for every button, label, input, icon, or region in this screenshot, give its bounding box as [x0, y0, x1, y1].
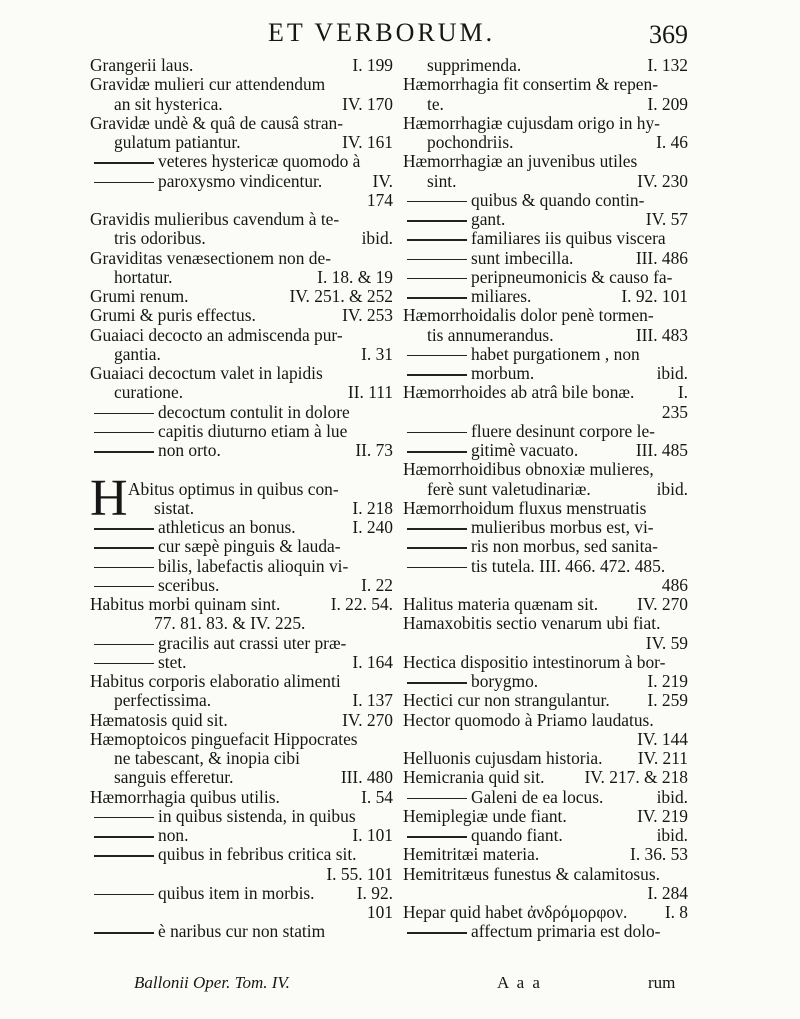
- entry-reference: II. 73: [355, 440, 393, 460]
- entry-reference: I. 164: [352, 651, 393, 672]
- entry-reference: I. 22. 54.: [330, 594, 393, 614]
- entry-text: morbum.: [471, 363, 535, 383]
- index-line: [403, 749, 688, 768]
- index-line: [403, 326, 688, 345]
- entry-reference: ibid.: [656, 786, 688, 807]
- index-line: [403, 614, 688, 633]
- entry-reference: 174: [366, 189, 393, 210]
- entry-text: Hemitritæi materia.: [403, 844, 540, 865]
- index-line: [90, 768, 393, 787]
- index-line: [403, 518, 688, 537]
- entry-text: borygmo.: [471, 671, 539, 691]
- entry-reference: I. 54: [361, 786, 393, 807]
- entry-reference: IV. 230: [637, 170, 688, 191]
- entry-text: athleticus an bonus.: [158, 517, 296, 537]
- entry-text: fluere desinunt corpore le-: [471, 420, 655, 441]
- index-line: [403, 172, 688, 191]
- index-line: [403, 441, 688, 460]
- index-line: [403, 306, 688, 325]
- index-line: [90, 191, 393, 210]
- index-line: [90, 56, 393, 75]
- entry-text: stet.: [158, 651, 187, 672]
- index-line: [90, 730, 393, 749]
- index-line: [90, 364, 393, 383]
- index-line: [90, 537, 393, 556]
- index-line: [403, 557, 688, 576]
- entry-text: Hemitritæus funestus & calamitosus.: [403, 863, 660, 884]
- entry-text: bilis, labefactis alioquin vi-: [158, 555, 349, 576]
- index-line: [403, 75, 688, 94]
- entry-reference: I. 218: [352, 497, 393, 518]
- entry-text: Hepar quid habet ἀνδρόμορφον.: [403, 902, 628, 922]
- entry-text: sint.: [427, 170, 457, 191]
- index-line: [403, 730, 688, 749]
- index-line: [90, 287, 393, 306]
- index-line: [90, 672, 393, 691]
- entry-text: gantia.: [114, 343, 161, 364]
- entry-reference: I. 92.: [356, 882, 393, 903]
- entry-text: sceribus.: [158, 574, 220, 595]
- index-line: [403, 249, 688, 268]
- index-line: [403, 56, 688, 75]
- index-line: [403, 922, 688, 941]
- entry-text: ferè sunt valetudinariæ.: [427, 478, 591, 499]
- running-title: ET VERBORUM.: [268, 18, 496, 47]
- entry-reference: I. 92. 101: [621, 286, 688, 306]
- index-line: [90, 788, 393, 807]
- index-line: [403, 865, 688, 884]
- index-line: [90, 922, 393, 941]
- entry-text: Hæmorrhagia fit consertim & repen-: [403, 74, 658, 95]
- entry-text: Hæmorrhoidibus obnoxiæ mulieres,: [403, 459, 654, 480]
- entry-reference: I. 22: [361, 574, 393, 595]
- entry-text: Galeni de ea locus.: [471, 786, 604, 807]
- entry-text: veteres hystericæ quomodo à: [158, 151, 361, 172]
- index-line: [90, 691, 393, 710]
- index-line: [90, 229, 393, 248]
- entry-text: Hæmatosis quid sit.: [90, 709, 228, 730]
- index-line: [90, 711, 393, 730]
- index-line: [90, 903, 393, 922]
- index-line: [403, 460, 688, 479]
- entry-text: perfectissima.: [114, 690, 212, 711]
- entry-text: Habitus corporis elaboratio alimenti: [90, 671, 341, 691]
- drop-cap: H: [90, 469, 128, 527]
- entry-reference: I. 36. 53: [630, 844, 688, 865]
- entry-reference: IV. 219: [637, 805, 688, 826]
- entry-reference: I. 199: [352, 55, 393, 75]
- index-line: [403, 691, 688, 710]
- entry-text: Grumi & puris effectus.: [90, 305, 256, 326]
- index-line: [403, 845, 688, 864]
- entry-text: sanguis efferetur.: [114, 767, 234, 788]
- entry-text: Hæmorrhoidum fluxus menstruatis: [403, 497, 647, 518]
- entry-text: Hæmorrhoidalis dolor penè tormen-: [403, 305, 654, 326]
- entry-reference: IV. 211: [637, 748, 688, 768]
- entry-reference: I. 8: [664, 902, 688, 922]
- index-line: [403, 903, 688, 922]
- index-line: [403, 807, 688, 826]
- entry-text: cur sæpè pinguis & lauda-: [158, 536, 341, 557]
- index-line: [90, 326, 393, 345]
- entry-text: quibus & quando contin-: [471, 189, 645, 210]
- entry-reference: IV. 217. & 218: [584, 767, 688, 788]
- entry-text: Hæmorrhoides ab atrâ bile bonæ.: [403, 382, 635, 403]
- index-line: [90, 383, 393, 402]
- entry-text: Halitus materia quænam sit.: [403, 594, 599, 614]
- entry-text: quando fiant.: [471, 825, 563, 845]
- entry-reference: IV. 253: [342, 305, 393, 326]
- entry-text: Guaiaci decocto an admiscenda pur-: [90, 324, 343, 345]
- entry-text: non orto.: [158, 440, 221, 460]
- entry-text: hortatur.: [114, 266, 173, 287]
- entry-reference: II. 111: [347, 382, 393, 403]
- catchword: rum: [648, 973, 676, 992]
- entry-text: Gravidæ undè & quâ de causâ stran-: [90, 112, 344, 133]
- entry-text: Habitus morbi quinam sint.: [90, 594, 281, 614]
- entry-text: Hæmorrhagiæ an juvenibus utiles: [403, 151, 638, 172]
- index-line: [90, 75, 393, 94]
- entry-text: capitis diuturno etiam à lue: [158, 420, 348, 441]
- entry-text: mulieribus morbus est, vi-: [471, 517, 654, 537]
- entry-reference: IV. 251. & 252: [289, 286, 393, 306]
- index-line: [403, 152, 688, 171]
- entry-text: non.: [158, 825, 189, 845]
- entry-text: miliares.: [471, 286, 532, 306]
- entry-text: ne tabescant, & inopia cibi: [114, 748, 300, 768]
- index-line: [90, 865, 393, 884]
- index-line: [90, 422, 393, 441]
- entry-text: Grangerii laus.: [90, 55, 194, 75]
- entry-text: Hemicrania quid sit.: [403, 767, 545, 788]
- index-line: [403, 287, 688, 306]
- entry-text: in quibus sistenda, in quibus: [158, 805, 356, 826]
- entry-text: gitimè vacuato.: [471, 440, 579, 460]
- entry-text: supprimenda.: [427, 55, 522, 75]
- entry-reference: IV. 170: [342, 93, 393, 114]
- index-line: [90, 306, 393, 325]
- index-line: [403, 884, 688, 903]
- index-line: [90, 807, 393, 826]
- left-column: [90, 56, 393, 942]
- entry-reference: ibid.: [656, 363, 688, 383]
- index-line: [403, 595, 688, 614]
- entry-text: sistat.: [154, 497, 195, 518]
- entry-reference: I. 18. & 19: [317, 266, 393, 287]
- index-line: [403, 191, 688, 210]
- entry-reference: I. 101: [352, 825, 393, 845]
- entry-reference: ibid.: [656, 478, 688, 499]
- entry-text: 77. 81. 83. & IV. 225.: [154, 613, 306, 634]
- entry-reference: I. 132: [647, 55, 688, 75]
- entry-reference: I. 31: [361, 343, 393, 364]
- index-line: [90, 345, 393, 364]
- entry-text: Guaiaci decoctum valet in lapidis: [90, 363, 323, 383]
- entry-reference: IV. 270: [637, 594, 688, 614]
- index-line: [90, 268, 393, 287]
- index-line: [403, 653, 688, 672]
- entry-reference: ibid.: [361, 228, 393, 249]
- entry-text: Graviditas venæsectionem non de-: [90, 247, 331, 268]
- index-line: [403, 768, 688, 787]
- entry-text: Hæmoptoicos pinguefacit Hippocrates: [90, 728, 358, 749]
- index-line: [90, 172, 393, 191]
- index-line: [90, 634, 393, 653]
- index-line: [403, 210, 688, 229]
- entry-text: affectum primaria est dolo-: [471, 921, 661, 942]
- index-line: [403, 364, 688, 383]
- index-line: [90, 653, 393, 672]
- entry-reference: I. 259: [647, 690, 688, 711]
- entry-text: è naribus cur non statim: [158, 921, 326, 942]
- entry-reference: 235: [661, 401, 688, 422]
- index-line: [90, 210, 393, 229]
- index-line: [90, 595, 393, 614]
- entry-text: Hectici cur non strangulantur.: [403, 690, 610, 711]
- entry-text: quibus in febribus critica sit.: [158, 844, 357, 865]
- index-line: [403, 634, 688, 653]
- entry-text: tis annumerandus.: [427, 324, 554, 345]
- index-line: [90, 826, 393, 845]
- entry-text: decoctum contulit in dolore: [158, 401, 350, 422]
- index-line: [403, 537, 688, 556]
- entry-text: gracilis aut crassi uter præ-: [158, 632, 347, 653]
- entry-text: Hector quomodo à Priamo laudatus.: [403, 709, 654, 730]
- running-header: [0, 14, 800, 54]
- entry-reference: I. 137: [352, 690, 393, 711]
- index-line: [403, 499, 688, 518]
- index-line: [403, 422, 688, 441]
- entry-reference: I. 46: [656, 132, 688, 152]
- entry-text: Gravidis mulieribus cavendum à te-: [90, 209, 340, 229]
- index-line: [90, 460, 393, 479]
- entry-reference: I. 55. 101: [326, 863, 393, 884]
- entry-text: sunt imbecilla.: [471, 247, 574, 268]
- index-line: [90, 845, 393, 864]
- index-line: [403, 672, 688, 691]
- index-line: [90, 499, 393, 518]
- index-line: [403, 229, 688, 248]
- entry-reference: I. 209: [647, 93, 688, 114]
- entry-text: Hæmorrhagia quibus utilis.: [90, 786, 280, 807]
- index-line: [403, 403, 688, 422]
- entry-text: te.: [427, 93, 444, 114]
- entry-text: familiares iis quibus viscera: [471, 228, 666, 249]
- index-line: [90, 95, 393, 114]
- entry-text: gant.: [471, 209, 506, 229]
- entry-text: quibus item in morbis.: [158, 882, 315, 903]
- entry-text: curatione.: [114, 382, 184, 403]
- entry-text: Hæmorrhagiæ cujusdam origo in hy-: [403, 112, 660, 133]
- entry-text: tris odoribus.: [114, 228, 206, 249]
- entry-text: Grumi renum.: [90, 286, 189, 306]
- index-line: [90, 614, 393, 633]
- index-line: [90, 152, 393, 171]
- entry-reference: I.: [677, 382, 688, 403]
- index-line: [90, 557, 393, 576]
- index-line: [90, 403, 393, 422]
- entry-reference: III. 483: [635, 324, 688, 345]
- index-line: [403, 268, 688, 287]
- index-line: [90, 518, 393, 537]
- index-line: [90, 576, 393, 595]
- entry-reference: 486: [661, 574, 688, 595]
- entry-text: Hemiplegiæ unde fiant.: [403, 805, 567, 826]
- index-line: [90, 884, 393, 903]
- entry-reference: 101: [366, 902, 393, 922]
- index-line: [90, 749, 393, 768]
- page-number: 369: [649, 20, 688, 49]
- entry-reference: ibid.: [656, 825, 688, 845]
- entry-reference: IV. 144: [637, 728, 688, 749]
- right-column: [403, 56, 688, 942]
- entry-reference: III. 480: [340, 767, 393, 788]
- entry-reference: IV. 161: [342, 132, 393, 152]
- entry-text: Abitus optimus in quibus con-: [128, 478, 339, 499]
- entry-text: Helluonis cujusdam historia.: [403, 748, 603, 768]
- entry-text: Hectica dispositio intestinorum à bor-: [403, 651, 666, 672]
- index-line: [403, 480, 688, 499]
- index-line: [403, 345, 688, 364]
- index-line: [90, 114, 393, 133]
- index-line: [403, 114, 688, 133]
- entry-reference: IV. 59: [645, 632, 688, 653]
- index-line: [403, 95, 688, 114]
- entry-reference: III. 486: [635, 247, 688, 268]
- entry-text: paroxysmo vindicentur.: [158, 170, 323, 191]
- index-line: [403, 576, 688, 595]
- entry-reference: III. 485: [635, 440, 688, 460]
- entry-reference: I. 240: [352, 517, 393, 537]
- entry-reference: IV. 270: [342, 709, 393, 730]
- index-line: [403, 826, 688, 845]
- entry-reference: I. 284: [647, 882, 688, 903]
- entry-text: pochondriis.: [427, 132, 514, 152]
- entry-text: ris non morbus, sed sanita-: [471, 536, 658, 557]
- index-line: [403, 711, 688, 730]
- signature-mark: A a a: [497, 973, 542, 992]
- entry-text: Hamaxobitis sectio venarum ubi fiat.: [403, 613, 661, 634]
- index-line: [403, 383, 688, 402]
- entry-text: tis tutela. III. 466. 472. 485.: [471, 555, 666, 576]
- entry-text: Gravidæ mulieri cur attendendum: [90, 74, 326, 95]
- entry-reference: I. 219: [647, 671, 688, 691]
- entry-text: an sit hysterica.: [114, 93, 223, 114]
- index-line: [90, 441, 393, 460]
- entry-text: peripneumonicis & causo fa-: [471, 266, 673, 287]
- entry-reference: IV. 57: [645, 209, 688, 229]
- index-line: [403, 133, 688, 152]
- index-line: [403, 788, 688, 807]
- entry-text: habet purgationem , non: [471, 343, 640, 364]
- entry-text: gulatum patiantur.: [114, 132, 241, 152]
- index-line: [90, 249, 393, 268]
- footer-volume: Ballonii Oper. Tom. IV.: [134, 973, 290, 992]
- entry-reference: IV.: [372, 170, 393, 191]
- index-line: [90, 133, 393, 152]
